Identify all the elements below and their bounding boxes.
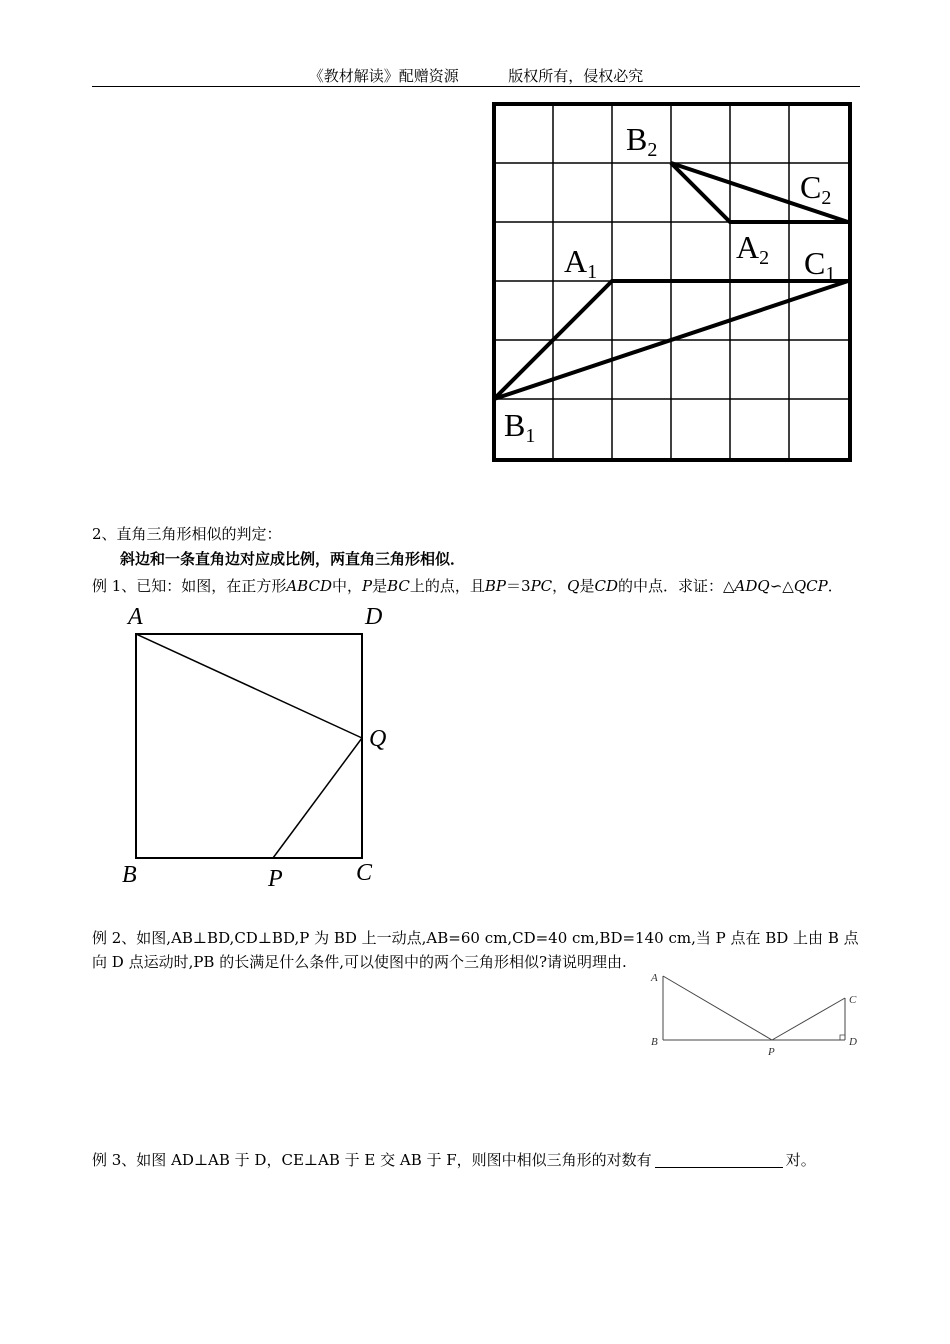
square-abcd: [136, 634, 362, 858]
label-b2-fig: B: [651, 1036, 658, 1048]
right-angle-mark: [840, 1035, 845, 1040]
label-a: A: [128, 604, 143, 630]
label-a1: A1: [564, 243, 598, 283]
segment-qp: [273, 738, 362, 858]
example1-statement: 例 1、已知：如图，在正方形ABCD中，P是BC上的点，且BP＝3PC，Q是CD的中点．求证：△ADQ∽△QCP．: [92, 577, 843, 595]
header-right: 版权所有，侵权必究: [508, 67, 644, 85]
example2-figure: [645, 965, 865, 1065]
example3-statement: 例 3、如图 AD⊥AB 于 D，CE⊥AB 于 E 交 AB 于 F，则图中相似三角形的对数有 对。: [92, 1151, 816, 1169]
answer-blank[interactable]: [655, 1151, 783, 1168]
label-p: P: [268, 866, 283, 892]
segment-pc: [772, 998, 845, 1040]
label-q: Q: [369, 726, 387, 752]
label-c1: C1: [804, 245, 836, 285]
label-a2-fig: A: [651, 972, 658, 984]
label-b: B: [122, 862, 137, 888]
label-c2-fig: C: [849, 994, 857, 1006]
grid-triangles-figure: [488, 98, 858, 468]
label-a2: A2: [736, 229, 770, 269]
label-b1: B1: [504, 407, 536, 447]
label-b2: B2: [626, 121, 658, 161]
label-c2: C2: [800, 169, 832, 209]
section2-theorem: 斜边和一条直角边对应成比例，两直角三角形相似．: [120, 550, 466, 568]
label-c: C: [356, 860, 373, 886]
label-d2-fig: D: [849, 1036, 857, 1048]
example2-statement: 例 2、如图,AB⊥BD,CD⊥BD,P 为 BD 上一动点,AB=60 cm,CD=40 cm,BD=140 cm,当 P 点在 BD 上由 B 点向 D 点运动时,PB 的长满足什么条件,可以使图中的两个三角形相似?请说明理由.: [92, 929, 859, 971]
label-p2-fig: P: [768, 1046, 775, 1058]
segment-aq: [136, 634, 362, 738]
page-header: [92, 66, 860, 87]
segment-ap: [663, 976, 772, 1040]
header-left: 《教材解读》配赠资源: [308, 67, 459, 85]
section2-heading: 2、直角三角形相似的判定：: [92, 525, 282, 543]
square-figure: [110, 600, 410, 900]
label-d: D: [365, 604, 383, 630]
